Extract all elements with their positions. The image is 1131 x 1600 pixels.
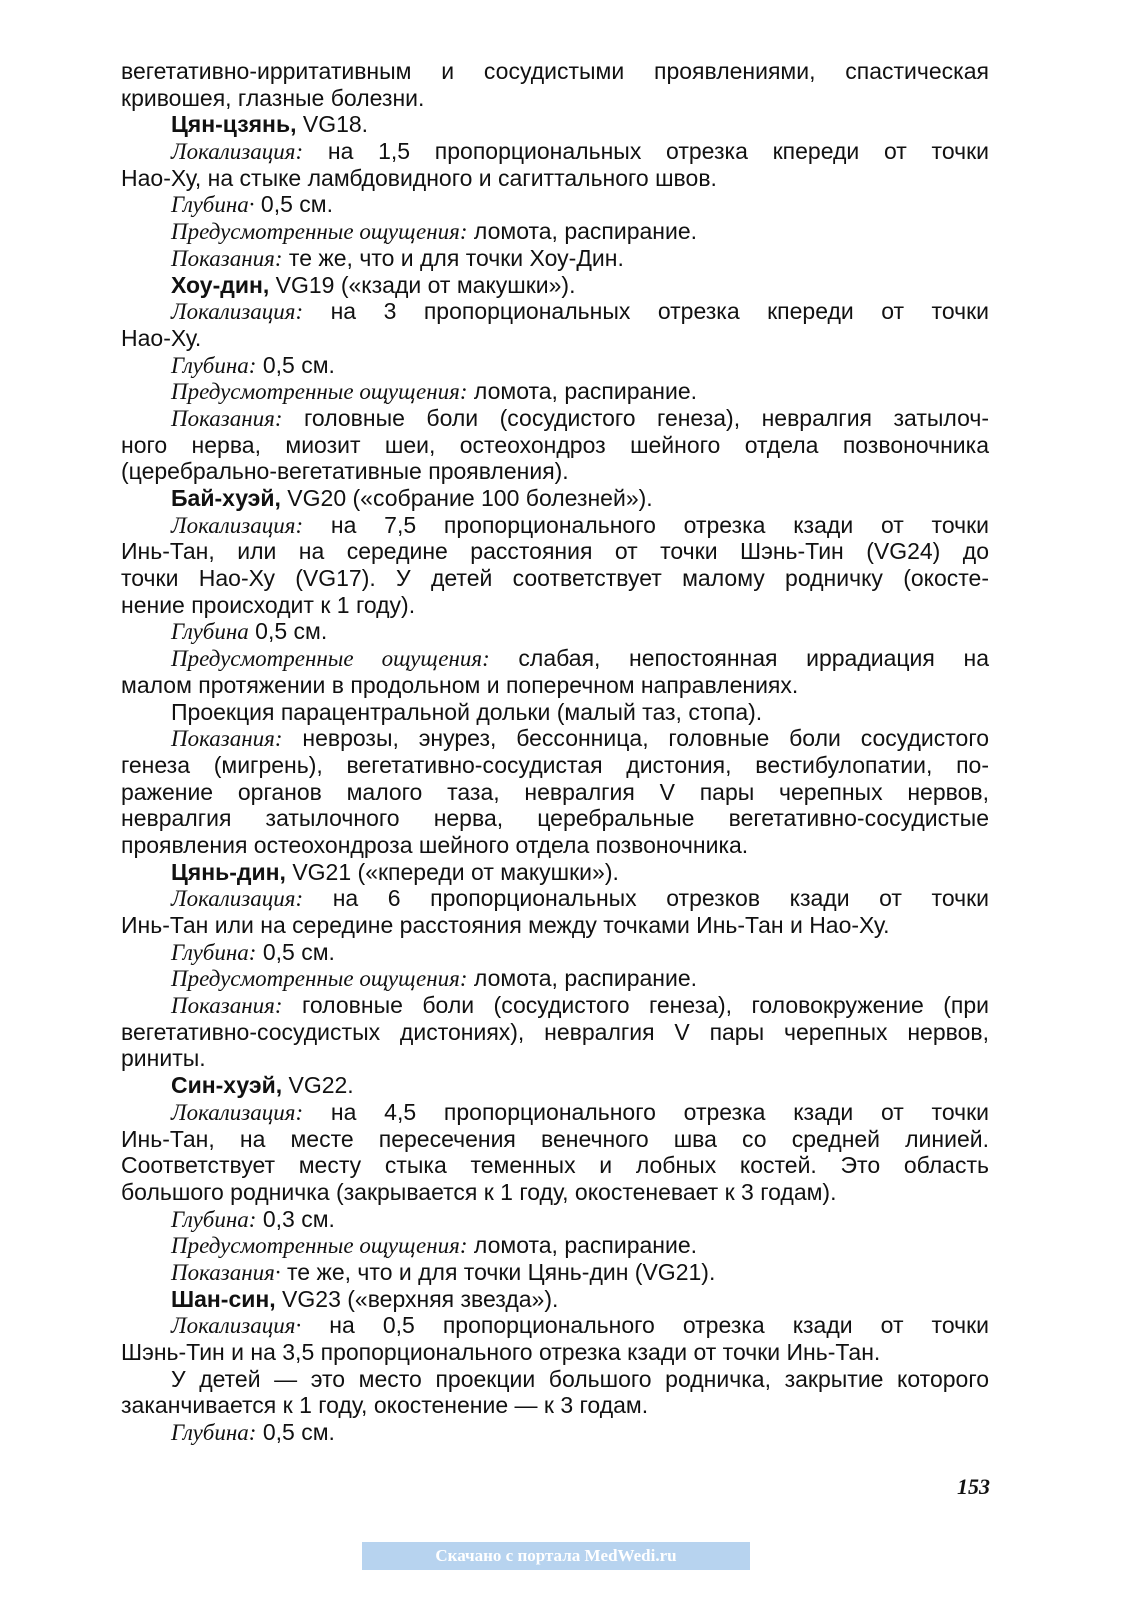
line-text: (церебрально-вегетативные проявления). [121, 458, 569, 485]
line-text: на 7,5 пропорционального отрезка кзади от точки [303, 511, 989, 538]
point-name: Цян-цзянь, [171, 111, 297, 138]
line-text: на 1,5 пропорциональных отрезка кпереди от точки [303, 138, 989, 165]
text-line [121, 405, 989, 432]
text-line [121, 1045, 989, 1072]
text-line [121, 352, 989, 379]
text-line [121, 1259, 989, 1286]
line-text: вегетативно-сосудистых дистониях), невралгия V пары черепных нервов, [121, 1018, 989, 1045]
text-line [121, 58, 989, 85]
field-label: Глубина· [171, 192, 255, 218]
point-name: Цянь-дин, [171, 858, 286, 885]
field-label: Глубина: [171, 1206, 257, 1232]
text-line [121, 85, 989, 112]
field-label: Глубина: [171, 352, 257, 378]
line-text: Шэнь-Тин и на 3,5 пропорционального отрезка кзади от точки Инь-Тан. [121, 1339, 881, 1365]
text-line [121, 1072, 989, 1099]
line-text: 0,5 см. [254, 191, 333, 218]
line-text: неврозы, энурез, бессонница, головные боли сосудистого [282, 725, 989, 752]
text-line [121, 1339, 989, 1366]
text-line [121, 1206, 989, 1233]
line-text: на 4,5 пропорционального отрезка кзади от точки [303, 1098, 989, 1125]
text-line [121, 218, 989, 245]
field-label: Показания: [171, 405, 283, 431]
text-line [121, 672, 989, 699]
line-text: невралгия затылочного нерва, церебральные вегетативно-сосудистые [121, 805, 989, 832]
field-label: Локализация: [171, 886, 304, 912]
line-text: Инь-Тан или на середине расстояния между точками Инь-Тан и Нао-Ху. [121, 912, 890, 938]
text-line [121, 1152, 989, 1179]
text-line [121, 1099, 989, 1126]
line-text: Нао-Ху, на стыке ламбдовидного и сагиттального швов. [121, 164, 717, 191]
text-line [121, 325, 989, 352]
field-label: Локализация: [171, 139, 304, 165]
line-text: VG22. [282, 1072, 354, 1099]
line-text: ломота, распирание. [467, 218, 698, 245]
text-line [121, 859, 989, 886]
text-line [121, 1179, 989, 1206]
line-text: VG19 («кзади от макушки»). [269, 271, 576, 298]
line-text: генеза (мигрень), вегетативно-сосудистая дистония, вестибулопатии, по- [121, 751, 989, 778]
text-line [121, 1126, 989, 1153]
point-name: Бай-хуэй, [171, 485, 281, 511]
text-line [121, 805, 989, 832]
text-line [121, 138, 989, 165]
text-line [121, 992, 989, 1019]
line-text: головные боли (сосудистого генеза), головокружение (при [282, 992, 989, 1019]
line-text: заканчивается к 1 году, окостенение — к 3 годам. [121, 1392, 649, 1419]
field-label: Предусмотренные ощущения: [171, 379, 468, 405]
text-line [121, 1232, 989, 1259]
line-text: VG21 («кпереди от макушки»). [285, 858, 619, 885]
text-line [121, 565, 989, 592]
line-text: точки Нао-Ху (VG17). У детей соответствует малому родничку (окосте- [121, 565, 989, 592]
line-text: Проекция парацентральной дольки (малый таз, стопа). [171, 698, 763, 725]
line-text: те же, что и для точки Хоу-Дин. [282, 244, 624, 271]
line-text: малом протяжении в продольном и поперечном направлениях. [121, 671, 799, 698]
line-text: нение происходит к 1 году). [121, 591, 416, 618]
text-line [121, 191, 989, 218]
page-number: 153 [957, 1474, 990, 1499]
line-text: ражение органов малого таза, невралгия V пары черепных нервов, [121, 778, 989, 805]
line-text: ломота, распирание. [467, 1232, 698, 1259]
text-line [121, 165, 989, 192]
line-text: те же, что и для точки Цянь-дин (VG21). [280, 1258, 716, 1285]
text-line [121, 645, 989, 672]
field-label: Предусмотренные ощущения: [171, 219, 468, 245]
text-line [121, 538, 989, 565]
field-label: Глубина: [171, 939, 257, 965]
point-name: Хоу-дин, [171, 271, 270, 298]
page-body [121, 58, 989, 1446]
point-name: Шан-син, [171, 1285, 276, 1312]
line-text: проявления остеохондроза шейного отдела позвоночника. [121, 831, 749, 858]
field-label: Локализация· [171, 1313, 302, 1339]
field-label: Локализация: [171, 299, 304, 325]
line-text: слабая, непостоянная иррадиация на [489, 645, 989, 672]
line-text: Нао-Ху. [121, 324, 202, 351]
text-line [121, 1286, 989, 1313]
field-label: Показания· [171, 1259, 281, 1285]
line-text: Инь-Тан, или на середине расстояния от точки Шэнь-Тин (VG24) до [121, 538, 989, 565]
text-line [121, 245, 989, 272]
line-text: большого родничка (закрывается к 1 году, окостеневает к 3 годам). [121, 1178, 837, 1205]
text-line [121, 1312, 989, 1339]
text-line [121, 298, 989, 325]
text-line [121, 592, 989, 619]
text-line [121, 832, 989, 859]
line-text: риниты. [121, 1045, 206, 1072]
line-text: Соответствует месту стыка теменных и лобных костей. Это область [121, 1152, 989, 1179]
field-label: Показания: [171, 726, 283, 752]
line-text: вегетативно-ирритативным и сосудистыми проявлениями, спастическая [121, 58, 989, 84]
line-text: головные боли (сосудистого генеза), невралгия затылоч- [282, 404, 989, 431]
line-text: 0,3 см. [256, 1205, 335, 1232]
field-label: Локализация: [171, 1099, 304, 1125]
point-name: Син-хуэй, [171, 1072, 283, 1099]
line-text: ломота, распирание. [467, 378, 698, 405]
field-label: Предусмотренные ощущения: [171, 646, 490, 672]
text-line [121, 939, 989, 966]
text-line [121, 111, 989, 138]
field-label: Показания: [171, 245, 283, 271]
text-line [121, 1392, 989, 1419]
line-text: ломота, распирание. [467, 965, 698, 992]
line-text: VG20 («собрание 100 болезней»). [280, 485, 653, 511]
line-text: У детей — это место проекции большого родничка, закрытие которого [171, 1365, 989, 1392]
line-text: Инь-Тан, на месте пересечения венечного шва со средней линией. [121, 1125, 989, 1152]
line-text: 0,5 см. [256, 1419, 335, 1446]
line-text: 0,5 см. [256, 351, 335, 378]
text-line [121, 618, 989, 645]
text-line [121, 1419, 989, 1446]
text-line [121, 458, 989, 485]
text-line [121, 432, 989, 459]
text-line [121, 725, 989, 752]
line-text: на 6 пропорциональных отрезков кзади от точки [303, 885, 989, 912]
line-text: на 0,5 пропорционального отрезка кзади от точки [301, 1312, 989, 1339]
text-line [121, 378, 989, 405]
line-text: 0,5 см. [256, 938, 335, 965]
text-line [121, 512, 989, 539]
line-text: на 3 пропорциональных отрезка кпереди от точки [303, 298, 989, 325]
text-line [121, 699, 989, 726]
line-text: VG23 («верхняя звезда»). [275, 1285, 559, 1312]
field-label: Предусмотренные ощущения: [171, 966, 468, 992]
text-line [121, 912, 989, 939]
text-line [121, 272, 989, 299]
text-line [121, 779, 989, 806]
line-text: кривошея, глазные болезни. [121, 84, 425, 111]
text-line [121, 885, 989, 912]
field-label: Предусмотренные ощущения: [171, 1233, 468, 1259]
line-text: 0,5 см. [248, 618, 328, 645]
text-line [121, 965, 989, 992]
download-banner: Скачано с портала MedWedi.ru [362, 1542, 750, 1570]
field-label: Глубина: [171, 1420, 257, 1446]
field-label: Показания: [171, 993, 283, 1019]
line-text: ного нерва, миозит шеи, остеохондроз шейного отдела позвоночника [121, 431, 989, 458]
field-label: Локализация: [171, 512, 304, 538]
text-line [121, 752, 989, 779]
field-label: Глубина [171, 619, 249, 645]
line-text: VG18. [296, 111, 369, 138]
text-line [121, 1019, 989, 1046]
text-line [121, 485, 989, 512]
text-line [121, 1366, 989, 1393]
